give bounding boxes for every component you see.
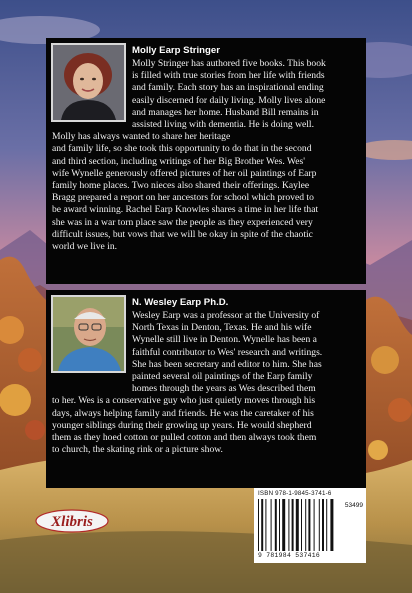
author-bio-panel-molly (46, 38, 366, 284)
bio-wesley-line: them as they hoed cotton or pulled cotton and then always took them (52, 432, 317, 443)
isbn-barcode (254, 488, 366, 563)
bio-wesley-line: painted several oil paintings of the Earp family (132, 371, 313, 382)
xlibris-logo (34, 508, 110, 534)
bio-molly-line: and family. Each story has an inspirational ending (132, 82, 324, 94)
bio-molly-line: wife Wynelle generously offered pictures of her oil paintings of Earp (52, 167, 317, 179)
author-name-wesley: N. Wesley Earp Ph.D. (132, 297, 229, 308)
isbn-digits: 9 781984 537416 (258, 552, 321, 559)
bio-wesley-line: North Texas in Denton, Texas. He and his wife (132, 322, 312, 334)
bio-molly-line: be award winning. Rachel Earp Knowles shares a time in her life that (52, 204, 319, 216)
author-bio-panel-wesley (46, 290, 366, 488)
bio-molly-line: world we live in. (52, 241, 118, 252)
bio-molly-line: and manages her home. Husband Bill remains in (132, 106, 319, 118)
barcode-bars (258, 499, 334, 551)
bio-molly-line: easily discerned for daily living. Molly lives alone (132, 94, 326, 106)
bio-wesley-line: She has been secretary and editor to him. She has (132, 358, 322, 370)
bio-molly-line: difficult issues, but vows that we will be okay in spite of the chaotic (52, 228, 313, 240)
bio-molly-line: and third section, including writings of her Big Brother Wes. Wes' (52, 155, 305, 167)
bio-wesley-line: younger siblings during their growing up years. He would shepherd (52, 419, 312, 431)
bio-wesley-line: faithful contributor to Wes' research and writings. (132, 346, 323, 358)
author-photo-molly (51, 43, 126, 122)
bio-wesley-line: days, always helping family and friends. He was the caretaker of his (52, 407, 314, 419)
isbn-label: ISBN 978-1-9845-3741-6 (258, 490, 332, 497)
bio-wesley-line: Wynelle still live in Denton. Wynelle has been a (132, 334, 317, 346)
xlibris-logo-text: Xlibris (51, 514, 93, 530)
bio-molly-line: Molly Stringer has authored five books. This book (132, 58, 326, 69)
bio-wesley-line: homes through the years as Wes described them (132, 383, 316, 395)
price-code: 53499 (344, 502, 363, 509)
bio-molly-line: is filled with true stories from her life with friends (132, 70, 325, 82)
bio-molly-line: assisted living with dementia. He is doing well. (132, 119, 314, 130)
bio-molly-line: Bragg prepared a report on her ancestors for school which proved to (52, 192, 314, 204)
bio-molly-line: Molly has always wanted to share her heritage (52, 131, 231, 143)
bio-wesley-line: Wesley Earp was a professor at the University of (132, 310, 320, 321)
author-name-molly: Molly Earp Stringer (132, 45, 220, 56)
bio-molly-line: and family life, so she took this opportunity to do that in the second (52, 143, 312, 155)
bio-wesley-line: to church, the skating rink or a picture show. (52, 444, 223, 456)
bio-wesley-line: to her. Wes is a conservative guy who just quietly moves through his (52, 395, 316, 407)
author-photo-wesley (51, 295, 126, 373)
bio-molly-line: she was in a war torn place saw the people as they experienced very (52, 216, 313, 228)
bio-molly-line: family home places. Two nieces also shared their offerings. Kaylee (52, 180, 310, 191)
